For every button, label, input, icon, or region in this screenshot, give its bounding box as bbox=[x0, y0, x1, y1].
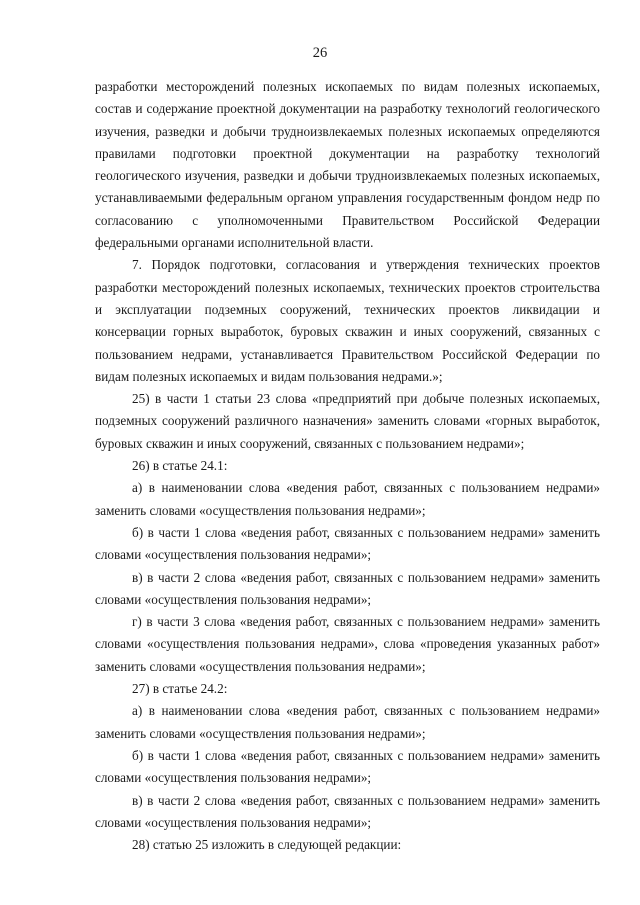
paragraph: 28) статью 25 изложить в следующей редакции: bbox=[132, 837, 402, 853]
paragraph: г) в части 3 слова «ведения работ, связанных с пользованием недрами» заменить словами «осуществления пользования недрами», слова «проведения указанных работ» заменить словами «осуществления пользования недрами»; bbox=[95, 614, 600, 674]
paragraph: в) в части 2 слова «ведения работ, связанных с пользованием недрами» заменить словами «осуществления пользования недрами»; bbox=[95, 792, 600, 830]
paragraph: 7. Порядок подготовки, согласования и утверждения технических проектов разработки месторождений полезных ископаемых, технических проектов строительства и эксплуатации подземных сооружений, технических проектов ликвидации и консервации горных выработок, буровых скважин и иных сооружений, связанных с пользованием недрами, устанавливается Правительством Российской Федерации по видам полезных ископаемых и видам пользования недрами.»; bbox=[95, 257, 600, 384]
paragraph: 27) в статье 24.2: bbox=[132, 681, 228, 697]
paragraph: а) в наименовании слова «ведения работ, связанных с пользованием недрами» заменить словами «осуществления пользования недрами»; bbox=[95, 480, 600, 518]
paragraph: а) в наименовании слова «ведения работ, связанных с пользованием недрами» заменить словами «осуществления пользования недрами»; bbox=[95, 703, 600, 741]
paragraph: б) в части 1 слова «ведения работ, связанных с пользованием недрами» заменить словами «осуществления пользования недрами»; bbox=[95, 747, 600, 786]
paragraph: 25) в части 1 статьи 23 слова «предприятий при добыче полезных ископаемых, подземных сооружений различного назначения» заменить словами «горных выработок, буровых скважин и иных сооружений, связанных с пользованием недрами»; bbox=[95, 391, 600, 451]
paragraph: разработки месторождений полезных ископаемых по видам полезных ископаемых, состав и содержание проектной документации на разработку технологий геологического изучения, разведки и добычи трудноизвлекаемых полезных ископаемых определяются правилами подготовки проектной документации на разработку технологий геологического изучения, разведки и добычи трудноизвлекаемых полезных ископаемых, устанавливаемыми федеральным органом управления государственным фондом недр по согласованию с уполномоченными Правительством Российской Федерации федеральными органами исполнительной власти. bbox=[95, 79, 600, 251]
document-body bbox=[95, 76, 600, 856]
paragraph: б) в части 1 слова «ведения работ, связанных с пользованием недрами» заменить словами «осуществления пользования недрами»; bbox=[95, 524, 600, 563]
paragraph: 26) в статье 24.1: bbox=[132, 458, 228, 474]
paragraph: в) в части 2 слова «ведения работ, связанных с пользованием недрами» заменить словами «осуществления пользования недрами»; bbox=[95, 569, 600, 607]
page-number: 26 bbox=[312, 45, 328, 61]
